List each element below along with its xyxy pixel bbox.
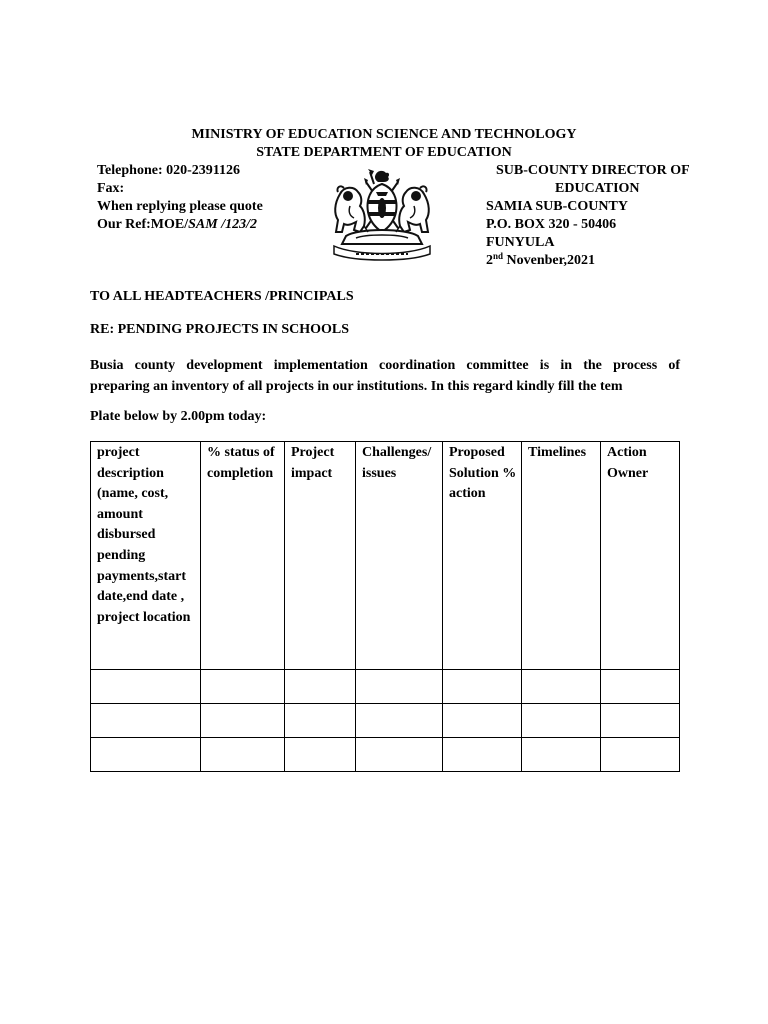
subject-line: RE: PENDING PROJECTS IN SCHOOLS — [90, 322, 350, 337]
town-name: FUNYULA — [486, 235, 555, 250]
table-cell[interactable] — [201, 704, 285, 738]
header-cell-text: Challenges/ issues — [362, 445, 432, 481]
table-cell[interactable] — [443, 704, 522, 738]
coat-of-arms-emblem — [326, 166, 438, 262]
header-timelines — [522, 442, 601, 670]
office-name: SAMIA SUB-COUNTY — [486, 199, 628, 214]
table-row — [91, 704, 680, 738]
header-action-owner — [601, 442, 680, 670]
header-cell-text: % status of completion — [207, 445, 275, 481]
header-cell-text: Project impact — [291, 445, 335, 481]
header-proposed-solution — [443, 442, 522, 670]
table-cell[interactable] — [443, 738, 522, 772]
body-paragraph-line2: preparing an inventory of all projects in our institutions. In this regard kindly fill the tem — [90, 379, 623, 394]
table-cell[interactable] — [356, 738, 443, 772]
table-row — [91, 738, 680, 772]
table-cell[interactable] — [201, 670, 285, 704]
table-cell[interactable] — [91, 670, 201, 704]
director-title-line1: SUB-COUNTY DIRECTOR OF — [496, 163, 690, 178]
ministry-heading: MINISTRY OF EDUCATION SCIENCE AND TECHNOLOGY — [191, 127, 577, 142]
table-cell[interactable] — [601, 670, 680, 704]
header-cell-text: Action Owner — [607, 445, 649, 481]
table-cell[interactable] — [443, 670, 522, 704]
table-cell[interactable] — [91, 738, 201, 772]
header-challenges — [356, 442, 443, 670]
header-cell-text: Proposed Solution % action — [449, 445, 517, 502]
table-cell[interactable] — [285, 704, 356, 738]
fax-line: Fax: — [97, 181, 125, 196]
table-cell[interactable] — [285, 670, 356, 704]
letter-date — [486, 253, 595, 269]
table-cell[interactable] — [522, 704, 601, 738]
header-cell-text: project description (name, cost, amount disbursed pending payments,start date,end date , project location — [97, 445, 191, 625]
table-row — [91, 670, 680, 704]
header-status-completion — [201, 442, 285, 670]
projects-table — [90, 441, 680, 772]
date-suffix: nd — [493, 251, 504, 261]
table-cell[interactable] — [91, 704, 201, 738]
body-paragraph-line1: Busia county development implementation coordination committee is in the process of — [90, 358, 680, 373]
postal-box: P.O. BOX 320 - 50406 — [486, 217, 617, 232]
header-project-impact — [285, 442, 356, 670]
table-cell[interactable] — [356, 670, 443, 704]
reply-note: When replying please quote — [97, 199, 263, 214]
director-title-line2: EDUCATION — [555, 181, 640, 196]
table-cell[interactable] — [601, 738, 680, 772]
reference-value: SAM /123/2 — [188, 217, 257, 232]
date-month-year: Novenber,2021 — [503, 253, 596, 268]
header-cell-text: Timelines — [528, 445, 587, 460]
table-cell[interactable] — [522, 738, 601, 772]
table-cell[interactable] — [356, 704, 443, 738]
table-cell[interactable] — [522, 670, 601, 704]
department-heading: STATE DEPARTMENT OF EDUCATION — [256, 145, 512, 160]
table-header-row — [91, 442, 680, 670]
deadline-line: Plate below by 2.00pm today: — [90, 409, 267, 424]
table-cell[interactable] — [285, 738, 356, 772]
header-project-description — [91, 442, 201, 670]
telephone-line: Telephone: 020-2391126 — [97, 163, 240, 178]
reference-label: Our Ref:MOE/ — [97, 217, 189, 232]
table-cell[interactable] — [201, 738, 285, 772]
addressee-line: TO ALL HEADTEACHERS /PRINCIPALS — [90, 289, 354, 304]
date-day: 2 — [486, 253, 493, 268]
reference-line — [97, 217, 257, 233]
table-cell[interactable] — [601, 704, 680, 738]
